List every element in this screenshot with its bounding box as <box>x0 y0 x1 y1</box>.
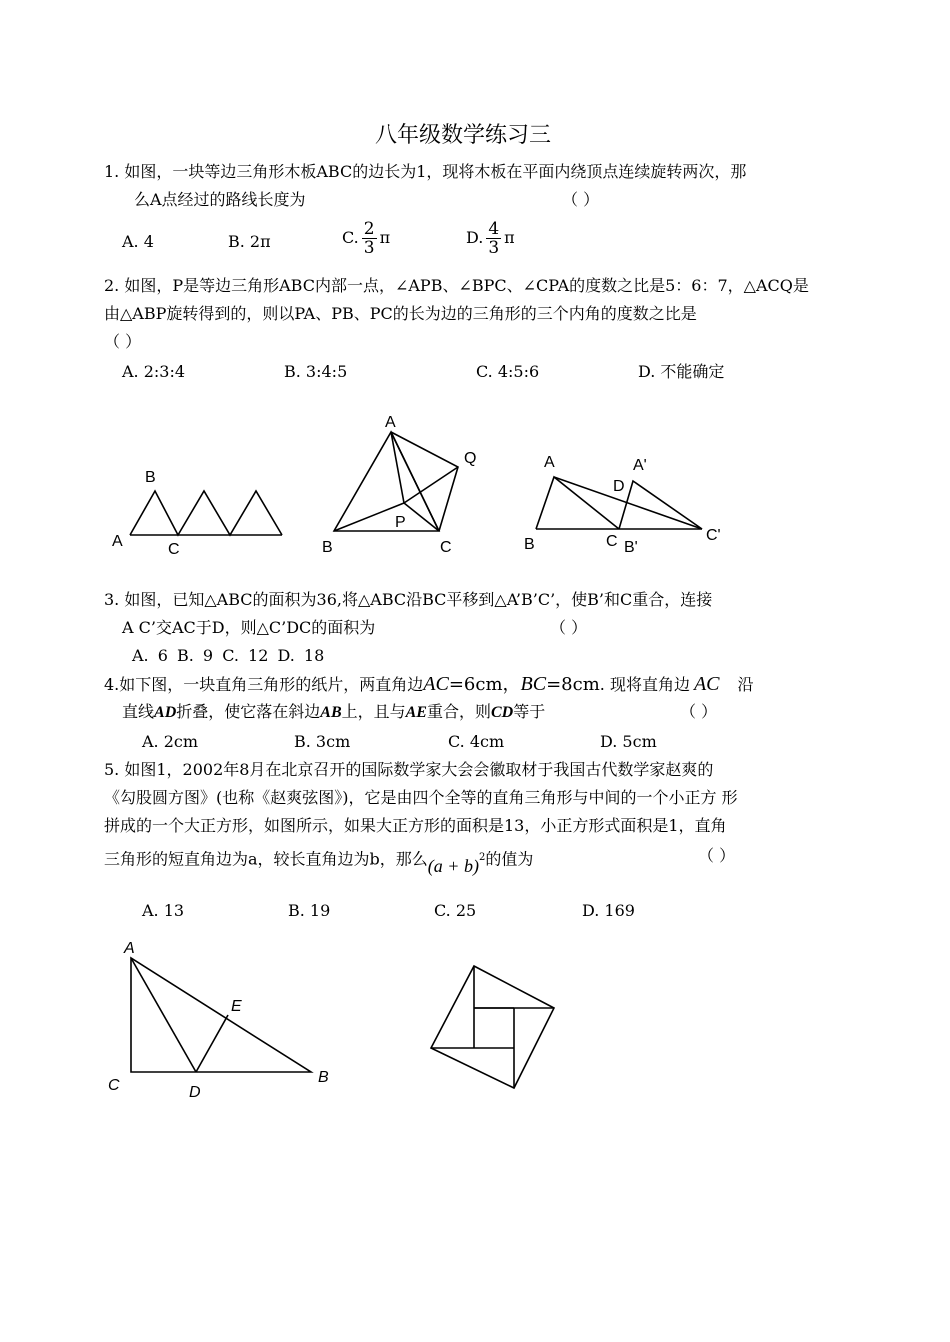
q4-option-c: C. 4cm <box>448 732 505 751</box>
fig2-line-pc <box>404 503 439 531</box>
q1-option-b: B. 2π <box>228 232 271 251</box>
q1-option-d: D. $\frac{4}{3}$ π <box>466 219 515 258</box>
fig1-triangles <box>130 491 282 535</box>
fig1-label-a: A <box>112 533 123 550</box>
fig3-label-a-prime: A' <box>633 457 647 474</box>
q4-bracket: （ ） <box>680 702 718 721</box>
q5-text-line4: 三角形的短直角边为a，较长直角边为b，那么$(a + b)^2$的值为 <box>104 849 534 877</box>
q1-option-d-fraction: $\frac{4}{3}$ <box>488 219 500 258</box>
q3-text-line2: A C’交AC于D，则△C’DC的面积为 <box>122 618 376 637</box>
fig4-label-a: A <box>124 940 135 957</box>
fig1-label-c: C <box>168 541 180 558</box>
q5-option-c: C. 25 <box>434 901 477 920</box>
q1-bracket: （ ） <box>562 190 600 209</box>
q2-option-d: D. 不能确定 <box>638 362 725 381</box>
fig4-label-e: E <box>231 998 242 1015</box>
q3-text-line1: 3. 如图，已知△ABC的面积为36,将△ABC沿BC平移到△A’B’C’，使B’和C重合，连接 <box>104 590 713 609</box>
q1-option-a: A. 4 <box>122 232 154 251</box>
fig4-line-de <box>196 1015 228 1072</box>
q4-option-d: D. 5cm <box>600 732 657 751</box>
q1-option-c: C. $\frac{2}{3}$ π <box>342 219 391 258</box>
q2-option-a: A. 2:3:4 <box>122 362 186 381</box>
q4-text-line1: 4.如下图，一块直角三角形的纸片，两直角边AC=6cm，BC=8cm. 现将直角边 AC 沿 <box>104 673 754 695</box>
fig2-label-b: B <box>322 539 333 556</box>
q5-bracket: （ ） <box>698 846 736 865</box>
fig2-label-c: C <box>440 539 452 556</box>
fig3-label-c-prime: C' <box>706 527 721 544</box>
q2-option-b: B. 3:4:5 <box>284 362 348 381</box>
q3-bracket: （ ） <box>550 618 588 637</box>
q2-text-line1: 2. 如图，P是等边三角形ABC内部一点，∠APB、∠BPC、∠CPA的度数之比是5：6：7，△ACQ是 <box>104 276 809 295</box>
fig4-label-d: D <box>189 1084 201 1101</box>
fig2-line-pq <box>404 467 458 503</box>
fig3-label-b-prime: B' <box>624 539 638 556</box>
fig5-outer-square <box>431 966 554 1088</box>
q5-option-d: D. 169 <box>582 901 635 920</box>
q5-option-a: A. 13 <box>142 901 185 920</box>
q5-text-line2: 《勾股圆方图》(也称《赵爽弦图》)，它是由四个全等的直角三角形与中间的一个小正方 形 <box>104 788 738 807</box>
fig2-label-a: A <box>385 414 396 431</box>
q3-options: A. 6 B. 9 C. 12 D. 18 <box>132 646 325 665</box>
fig2-label-q: Q <box>464 450 477 467</box>
q2-bracket: （ ） <box>104 332 142 351</box>
q5-text-line3: 拼成的一个大正方形，如图所示，如果大正方形的面积是13，小正方形式面积是1，直角 <box>104 816 727 835</box>
q5-option-b: B. 19 <box>288 901 331 920</box>
fig4-label-c: C <box>108 1077 120 1094</box>
q4-option-b: B. 3cm <box>294 732 351 751</box>
fig3-label-a: A <box>544 454 555 471</box>
fig2-line-ap <box>391 432 404 503</box>
fig4-label-b: B <box>318 1069 329 1086</box>
q2-option-c: C. 4:5:6 <box>476 362 540 381</box>
q1-text-line1: 1. 如图，一块等边三角形木板ABC的边长为1，现将木板在平面内绕顶点连续旋转两次，那 <box>104 162 747 181</box>
fig2-line-bp <box>334 503 404 531</box>
q1-text-line2: 么A点经过的路线长度为 <box>134 190 306 209</box>
q1-option-c-fraction: $\frac{2}{3}$ <box>363 219 375 258</box>
fig3-line-ac2 <box>554 477 702 529</box>
fig4-line-ad <box>131 958 196 1072</box>
fig3-label-c: C <box>606 533 618 550</box>
fig2-label-p: P <box>395 514 406 531</box>
q4-text-line2: 直线AD折叠，使它落在斜边AB上，且与AE重合，则CD等于 <box>122 702 546 721</box>
q5-text-line1: 5. 如图1，2002年8月在北京召开的国际数学家大会会徽取材于我国古代数学家赵爽的 <box>104 760 714 779</box>
q2-text-line2: 由△ABP旋转得到的，则以PA、PB、PC的长为边的三角形的三个内角的度数之比是 <box>104 304 697 323</box>
fig3-label-d: D <box>613 478 625 495</box>
fig1-label-b: B <box>145 469 156 486</box>
q4-option-a: A. 2cm <box>142 732 199 751</box>
fig4-triangle-acb <box>131 958 311 1072</box>
fig2-triangle-abc <box>334 432 439 531</box>
page-title: 八年级数学练习三 <box>375 123 552 148</box>
fig3-label-b: B <box>524 536 535 553</box>
